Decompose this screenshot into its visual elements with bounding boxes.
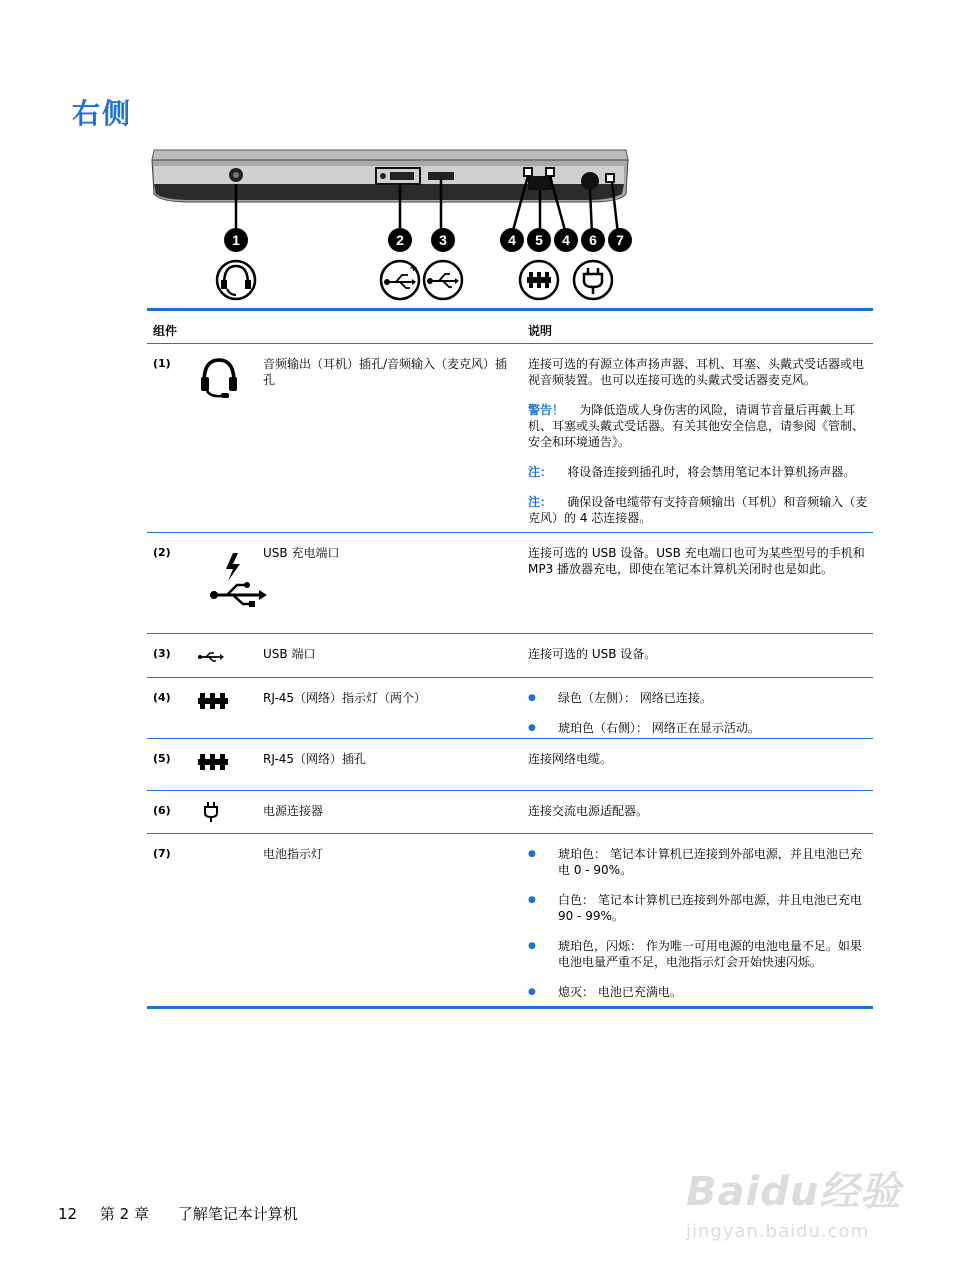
chapter-title: 了解笔记本计算机	[177, 1205, 298, 1223]
note-label: 注：	[528, 465, 553, 479]
component-description	[528, 356, 872, 540]
power-plug-icon	[203, 801, 219, 823]
callout-badge-4b	[554, 228, 578, 252]
component-name: 电源连接器	[263, 804, 324, 818]
header-component: 组件	[153, 324, 178, 338]
component-description	[528, 803, 872, 833]
callout-badge-7	[608, 228, 632, 252]
note-1	[528, 464, 872, 480]
usb-charging-icon	[381, 261, 419, 299]
svg-text:4: 4	[508, 232, 516, 248]
watermark-logo: Baidu经验	[686, 1169, 902, 1215]
section-title: 右侧	[72, 97, 133, 130]
headphone-icon	[197, 356, 241, 398]
table-row-5	[147, 738, 873, 790]
svg-text:4: 4	[562, 232, 570, 248]
baidu-watermark	[686, 1160, 901, 1242]
note-text: 确保设备电缆带有支持音频输出（耳机）和音频输入（麦克风）的 4 芯连接器。	[528, 495, 868, 525]
bullet-item: ● 琥珀色（右侧）： 网络正在显示活动。	[528, 720, 872, 736]
component-name: USB 充电端口	[263, 546, 340, 560]
component-description	[528, 846, 872, 1014]
description-text: 连接交流电源适配器。	[528, 804, 649, 818]
bullet-item: ● 绿色（左侧）： 网络已连接。	[528, 690, 872, 706]
description-text: 连接可选的有源立体声扬声器、耳机、耳塞、头戴式受话器或电视音频装置。也可以连接可选的头戴式受话器麦克风。	[528, 357, 865, 387]
page-number: 12	[58, 1205, 78, 1223]
description-text: 连接可选的 USB 设备。	[528, 647, 657, 661]
usb-icon	[197, 650, 225, 664]
callout-badge-2	[388, 228, 412, 252]
chapter-label: 第 2 章	[99, 1205, 149, 1223]
network-icon	[197, 692, 229, 710]
description-text: 连接网络电缆。	[528, 752, 613, 766]
warning-note	[528, 402, 872, 450]
callout-badge-5	[527, 228, 551, 252]
row-number: (2)	[153, 546, 171, 559]
laptop-right-side-figure	[150, 144, 640, 304]
bullet-item: ● 琥珀色： 笔记本计算机已连接到外部电源，并且电池已充电 0 - 90%。	[528, 846, 872, 878]
table-row-2	[147, 532, 873, 633]
watermark-url: jingyan.baidu.com	[686, 1221, 870, 1242]
component-name: RJ-45（网络）指示灯（两个）	[263, 691, 427, 705]
row-number: (5)	[153, 752, 171, 765]
table-header	[147, 311, 873, 343]
row-number: (6)	[153, 804, 171, 817]
bullet-item: ● 白色： 笔记本计算机已连接到外部电源，并且电池已充电 90 - 99%。	[528, 892, 872, 924]
svg-text:2: 2	[396, 232, 404, 248]
svg-text:7: 7	[616, 232, 624, 248]
components-table	[147, 308, 873, 1009]
page-footer	[58, 1203, 298, 1224]
table-row-7	[147, 833, 873, 1009]
svg-text:1: 1	[232, 232, 240, 248]
note-2	[528, 494, 872, 526]
network-icon	[197, 753, 229, 771]
row-number: (3)	[153, 647, 171, 660]
component-name: 音频输出（耳机）插孔/音频输入（麦克风）插孔	[263, 357, 508, 387]
component-name: USB 端口	[263, 647, 316, 661]
table-row-4	[147, 677, 873, 738]
component-description	[528, 751, 872, 781]
callout-badge-4a	[500, 228, 524, 252]
row-number: (1)	[153, 357, 171, 370]
component-name: 电池指示灯	[263, 847, 324, 861]
note-text: 将设备连接到插孔时，将会禁用笔记本计算机扬声器。	[567, 465, 856, 479]
network-icon	[520, 261, 558, 299]
component-description	[528, 545, 872, 591]
usb-charging-icon	[207, 551, 269, 611]
component-description	[528, 646, 872, 676]
callout-badge-6	[581, 228, 605, 252]
bullet-item: ● 熄灭： 电池已充满电。	[528, 984, 872, 1000]
component-name: RJ-45（网络）插孔	[263, 752, 367, 766]
row-number: (4)	[153, 691, 171, 704]
headphone-icon	[217, 261, 255, 299]
svg-text:3: 3	[439, 232, 447, 248]
table-row-3	[147, 633, 873, 677]
warning-text: 为降低造成人身伤害的风险，请调节音量后再戴上耳机、耳塞或头戴式受话器。有关其他安全信息，请参阅《管制、安全和环境通告》。	[528, 403, 865, 449]
table-row-1	[147, 343, 873, 532]
svg-text:5: 5	[535, 232, 543, 248]
svg-text:+: +	[410, 261, 418, 275]
callout-badge-3	[431, 228, 455, 252]
description-text: 连接可选的 USB 设备。USB 充电端口也可为某些型号的手机和 MP3 播放器充电，即使在笔记本计算机关闭时也是如此。	[528, 546, 865, 576]
svg-text:6: 6	[589, 232, 597, 248]
bullet-item: ● 琥珀色，闪烁： 作为唯一可用电源的电池电量不足。如果电池电量严重不足，电池指示灯会开始快速闪烁。	[528, 938, 872, 970]
row-number: (7)	[153, 847, 171, 860]
power-plug-icon	[574, 261, 612, 299]
usb-icon	[424, 261, 462, 299]
table-row-6	[147, 790, 873, 833]
note-label: 注：	[528, 495, 553, 509]
callout-badge-1	[224, 228, 248, 252]
warning-label: 警告！	[528, 403, 565, 417]
header-description: 说明	[528, 324, 553, 338]
